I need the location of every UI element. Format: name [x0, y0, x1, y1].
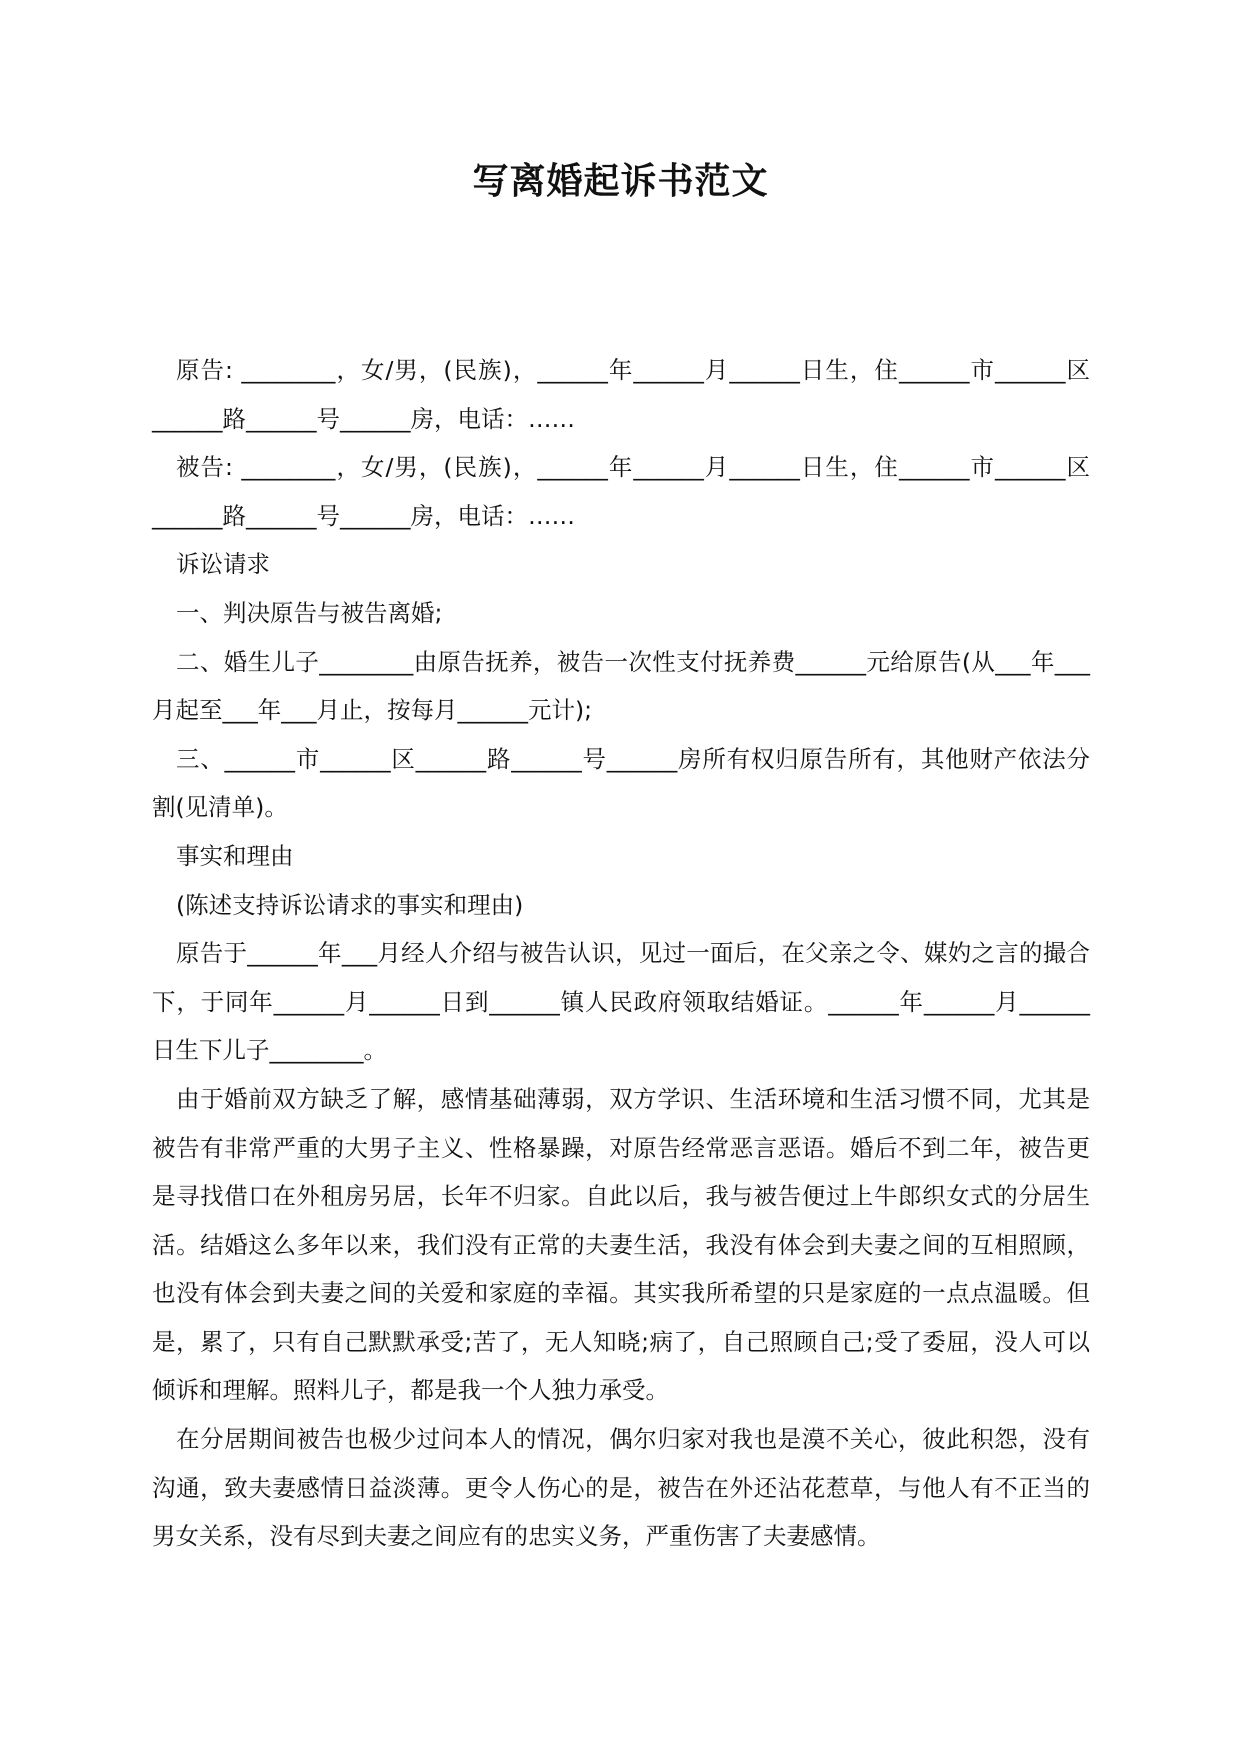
facts-paragraph-3: 在分居期间被告也极少过问本人的情况，偶尔归家对我也是漠不关心，彼此积怨，没有沟通，致夫妻感情日益淡薄。更令人伤心的是，被告在外还沾花惹草，与他人有不正当的男女关系，没有尽到夫妻之间应有的忠实义务，严重伤害了夫妻感情。 — [152, 1425, 1090, 1551]
claim-item-1: 一、判决原告与被告离婚; — [176, 598, 443, 627]
document-title: 写离婚起诉书范文 — [472, 161, 769, 202]
plaintiff-info-paragraph: 原告: ________，女/男，(民族)，______年______月______日生，住______市______区______路______号______房，电话：…… — [152, 356, 1090, 433]
facts-paragraph-1: 原告于______年___月经人介绍与被告认识，见过一面后，在父亲之令、媒妁之言的撮合下，于同年______月______日到______镇人民政府领取结婚证。______年______月______日生下儿子________。 — [152, 939, 1090, 1065]
claims-heading: 诉讼请求 — [176, 550, 270, 579]
facts-heading: 事实和理由 — [176, 841, 294, 870]
document-body — [152, 346, 1090, 1561]
facts-paragraph-2: 由于婚前双方缺乏了解，感情基础薄弱，双方学识、生活环境和生活习惯不同，尤其是被告有非常严重的大男子主义、性格暴躁，对原告经常恶言恶语。婚后不到二年，被告更是寻找借口在外租房另居，长年不归家。自此以后，我与被告便过上牛郎织女式的分居生活。结婚这么多年以来，我们没有正常的夫妻生活，我没有体会到夫妻之间的互相照顾，也没有体会到夫妻之间的关爱和家庭的幸福。其实我所希望的只是家庭的一点点温暖。但是，累了，只有自己默默承受;苦了，无人知晓;病了，自己照顾自己;受了委屈，没人可以倾诉和理解。照料儿子，都是我一个人独力承受。 — [152, 1084, 1090, 1405]
facts-note: (陈述支持诉讼请求的事实和理由) — [176, 890, 524, 919]
claim-item-2: 二、婚生儿子________由原告抚养，被告一次性支付抚养费______元给原告(从___年___月起至___年___月止，按每月______元计); — [152, 647, 1090, 725]
defendant-info-paragraph: 被告: ________，女/男，(民族)，______年______月______日生，住______市______区______路______号______房，电话：…… — [152, 453, 1090, 530]
claim-item-3: 三、______市______区______路______号______房所有权归原告所有，其他财产依法分割(见清单)。 — [152, 744, 1090, 822]
